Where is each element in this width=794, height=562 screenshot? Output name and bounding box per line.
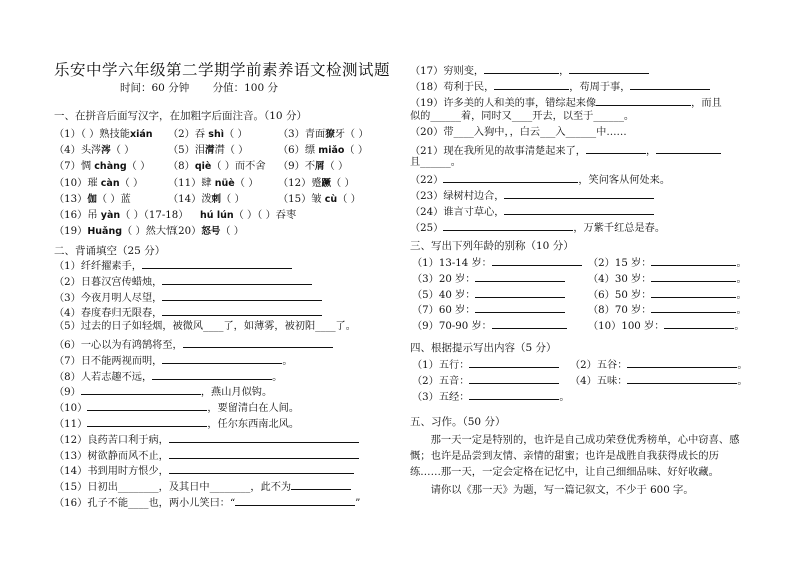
pinyin-or-bold: chàng: [94, 161, 127, 173]
answer-blank[interactable]: [469, 356, 559, 368]
item-number: （1）: [54, 129, 81, 140]
recitation-item: [54, 431, 359, 448]
recitation-item: [54, 462, 354, 479]
item-mid: ，: [645, 146, 657, 157]
item-text: 惆: [80, 161, 95, 173]
item-tail: ”: [355, 498, 361, 509]
item-mid: ，笑问客从何处来。: [578, 175, 671, 186]
item-number: （9）: [278, 161, 305, 173]
recitation-item: [410, 94, 722, 111]
answer-blank[interactable]: [651, 254, 736, 266]
period: 。: [737, 360, 748, 371]
pinyin-item: [54, 174, 143, 189]
pinyin-or-bold: yàn: [100, 210, 121, 221]
item-text: （1）13-14 岁：: [412, 258, 492, 269]
answer-blank[interactable]: [162, 304, 322, 316]
recitation-item-continued: 似的______着，同时又____开去，以至于______。: [410, 111, 635, 122]
pinyin-item: [168, 190, 245, 205]
item-text: （14）书到用时方恨少，: [54, 466, 169, 478]
item-text: 泼: [201, 193, 212, 205]
item-suffix: （ ）（17-18）: [120, 210, 189, 221]
item-text: （13）树欲静而风不止，: [54, 450, 169, 462]
recitation-item: [54, 352, 293, 369]
recitation-item: [54, 336, 333, 353]
item-number: （5）: [168, 145, 195, 157]
age-item: [588, 254, 747, 271]
answer-blank[interactable]: [475, 286, 565, 298]
exam-subtitle: [120, 80, 278, 95]
item-text: 吞: [194, 129, 209, 140]
item-text: （8）人若志趣不远，: [54, 371, 153, 383]
item-suffix: （ ）: [337, 193, 361, 205]
answer-blank[interactable]: [475, 301, 565, 313]
answer-blank[interactable]: [183, 336, 333, 348]
item-text: （3）五经：: [412, 391, 470, 403]
pinyin-or-bold: qiè: [194, 161, 212, 173]
item-number: （12）: [278, 177, 312, 189]
period: 。: [736, 305, 747, 317]
pinyin-item: [168, 222, 244, 237]
item-suffix: （ ）: [119, 177, 144, 189]
pinyin-or-bold: 刺: [211, 193, 222, 205]
pinyin-or-bold: càn: [100, 177, 120, 189]
item-mid: ，: [559, 66, 570, 77]
pinyin-item: [278, 157, 348, 172]
item-tail: ，要留清白在人间。: [207, 403, 300, 415]
period: 。: [736, 273, 747, 285]
pinyin-or-bold: xián: [129, 129, 153, 140]
pinyin-or-bold: 伽: [87, 193, 97, 205]
item-text: （18）苟利于民，: [410, 82, 495, 93]
item-number: （14）: [168, 193, 202, 205]
item-number: （16）: [54, 210, 88, 221]
answer-blank[interactable]: [87, 399, 207, 411]
age-item: [588, 270, 747, 287]
item-text: 不: [304, 161, 316, 173]
answer-blank[interactable]: [162, 289, 322, 301]
item-text: （21）现在我所见的故事清楚起来了，: [410, 146, 586, 157]
age-item: [412, 270, 565, 287]
answer-blank[interactable]: [162, 273, 312, 285]
pinyin-item: [54, 190, 131, 205]
item-suffix: 潸（ ）: [214, 145, 249, 157]
item-suffix: （ ）: [234, 177, 259, 189]
recitation-item: [54, 257, 292, 274]
item-suffix: （ ）: [223, 129, 248, 140]
item-text: （1）五行：: [412, 360, 470, 371]
exam-title: 乐安中学六年级第二学期学前素养语文检测试题: [54, 61, 391, 79]
answer-blank[interactable]: [651, 270, 736, 282]
item-suffix: （ ）: [344, 145, 369, 157]
answer-blank[interactable]: [492, 254, 582, 266]
age-item: [412, 317, 567, 334]
period: 。: [734, 321, 745, 333]
age-item: [588, 301, 747, 318]
item-text: （17）穷则变，: [410, 66, 485, 77]
item-text: 青面: [304, 129, 326, 140]
pinyin-item: [168, 125, 248, 140]
item-suffix: 牙（ ）: [334, 129, 369, 140]
recitation-item: [54, 494, 360, 511]
item-text: （12）良药苦口利于病，: [54, 434, 169, 446]
recitation-item: [54, 289, 322, 306]
pinyin-item: [54, 141, 134, 156]
item-number: （20）: [168, 226, 202, 238]
item-text: （5）40 岁：: [412, 289, 476, 301]
item-text: （2）15 岁：: [588, 258, 652, 269]
item-text: （19）许多美的人和美的事，错综起来像: [410, 98, 597, 109]
item-text: （8）70 岁：: [588, 305, 652, 317]
item-text: （3）今夜月明人尽望，: [54, 292, 163, 304]
item-suffix: （ ）: [324, 161, 349, 173]
answer-blank[interactable]: [627, 372, 737, 384]
pinyin-or-bold: miǎo: [318, 145, 345, 157]
pinyin-or-bold: cù: [324, 193, 338, 205]
answer-blank[interactable]: [504, 203, 654, 215]
age-item: [412, 301, 565, 318]
answer-blank[interactable]: [630, 78, 710, 90]
item-text: （7）日不能两视而明，: [54, 355, 163, 367]
hint-item: [412, 388, 570, 405]
item-text: （5）过去的日子如轻烟，被微风____了，如薄雾，被初阳____了。: [54, 321, 356, 333]
period: 。: [736, 258, 747, 269]
recitation-item: [410, 187, 654, 204]
answer-blank[interactable]: [81, 383, 201, 395]
pinyin-or-bold: hú lún: [200, 210, 234, 221]
recitation-item: [54, 478, 351, 495]
answer-blank[interactable]: [469, 372, 559, 384]
age-item: [588, 317, 745, 334]
exam-score: 分值：100 分: [212, 82, 278, 94]
item-number: （11）: [168, 177, 202, 189]
item-tail: 。: [282, 355, 293, 367]
item-text: （25）: [410, 223, 444, 234]
answer-blank[interactable]: [484, 62, 559, 74]
item-text: （23）绿树村边合，: [410, 191, 505, 202]
item-text: （6）50 岁：: [588, 289, 652, 301]
pinyin-item: [200, 206, 296, 221]
item-number: （10）: [54, 177, 88, 189]
recitation-item: [54, 399, 299, 416]
item-number: （6）: [278, 145, 305, 157]
item-suffix: （ ）而不舍: [211, 161, 266, 173]
answer-blank[interactable]: [291, 478, 351, 490]
answer-blank[interactable]: [169, 447, 359, 459]
answer-blank[interactable]: [443, 219, 573, 231]
pinyin-item: [54, 125, 153, 140]
item-text: （10）: [54, 403, 88, 415]
item-text: （22）: [410, 175, 444, 186]
hint-item: [412, 372, 559, 389]
item-text: （4）30 岁：: [588, 273, 652, 285]
answer-blank[interactable]: [664, 317, 734, 329]
item-suffix: （ ）蓝: [96, 193, 131, 205]
item-suffix: （ ）然大悟: [122, 226, 177, 238]
recitation-item: [54, 415, 299, 432]
item-text: （3）20 岁：: [412, 273, 476, 285]
item-text: （10）100 岁：: [588, 321, 665, 333]
item-text: （4）五味：: [570, 375, 628, 387]
item-text: 肆: [201, 177, 215, 189]
item-text: 头涔: [80, 145, 102, 157]
item-text: （16）孔子不能____也，两小儿笑曰：“: [54, 498, 236, 509]
pinyin-item: [54, 157, 150, 172]
pinyin-item: [54, 222, 176, 237]
item-number: （7）: [54, 161, 81, 173]
pinyin-item: [278, 174, 355, 189]
period: 。: [559, 391, 570, 403]
item-mid: ，而且: [691, 98, 722, 109]
recitation-item: [54, 368, 282, 385]
section-4-heading: 四、根据提示写出内容（5 分）: [410, 342, 557, 354]
answer-blank[interactable]: [596, 94, 691, 106]
item-number: （19）: [54, 226, 88, 238]
answer-blank[interactable]: [443, 171, 578, 183]
period: 。: [737, 375, 748, 387]
recitation-item: [410, 126, 627, 140]
item-text: 皱: [311, 193, 325, 205]
section-5-heading: 五、习作。（50 分）: [410, 416, 506, 428]
answer-blank[interactable]: [169, 462, 354, 474]
item-suffix: （ ）: [220, 226, 244, 238]
recitation-item: [410, 203, 654, 220]
answer-blank[interactable]: [169, 431, 359, 443]
section-2-heading: 二、背诵填空（25 分）: [54, 245, 166, 257]
pinyin-or-bold: 怒号: [201, 226, 221, 238]
recitation-item: [410, 171, 670, 188]
recitation-item: [54, 447, 359, 464]
age-item: [588, 286, 747, 303]
answer-blank[interactable]: [586, 142, 646, 154]
item-mid: ，苟周于事，: [569, 82, 631, 93]
answer-blank[interactable]: [651, 301, 736, 313]
pinyin-item: [278, 125, 369, 140]
period: 。: [736, 289, 747, 301]
pinyin-or-bold: Huǎng: [87, 226, 123, 238]
item-text: 缥: [304, 145, 319, 157]
hint-item: [412, 356, 559, 373]
item-text: （9）: [54, 387, 81, 399]
answer-blank[interactable]: [492, 317, 567, 329]
answer-blank[interactable]: [627, 356, 737, 368]
pinyin-item: [168, 157, 266, 172]
item-text: （24）谁言寸草心，: [410, 207, 505, 218]
item-number: （15）: [278, 193, 312, 205]
item-text: 泪: [194, 145, 206, 157]
pinyin-or-bold: 潸: [205, 145, 215, 157]
composition-task: 请你以《那一天》为题，写一篇记叙文，不少于 600 字。: [430, 484, 694, 496]
hint-item: [570, 356, 748, 373]
item-text: 蹙: [311, 177, 322, 189]
item-suffix: （ ）: [331, 177, 355, 189]
item-text: （2）五音：: [412, 375, 470, 387]
item-text: 璀: [87, 177, 101, 189]
answer-blank[interactable]: [162, 352, 282, 364]
answer-blank[interactable]: [152, 368, 272, 380]
section-3-heading: 三、写出下列年龄的别称（10 分）: [410, 240, 574, 252]
item-text: （2）五谷：: [570, 360, 628, 371]
pinyin-item: [168, 141, 248, 156]
answer-blank[interactable]: [651, 286, 736, 298]
item-text: （20）带____入狗中，: [410, 127, 510, 138]
pinyin-or-bold: shì: [208, 129, 224, 140]
recitation-item: [54, 383, 272, 400]
pinyin-or-bold: nüè: [214, 177, 235, 189]
answer-blank[interactable]: [87, 415, 207, 427]
pinyin-item: [168, 174, 258, 189]
item-suffix: （ ）: [110, 145, 135, 157]
composition-prompt: 那一天一定是特别的，也许是自己成功荣登优秀榜单，心中窃喜、感慨；也许是品尝到友情、亲情的甜蜜；也许是战胜自我获得成长的历练……那一天，一定会定格在记忆中，让自己细细品味、好好收藏。: [410, 434, 740, 478]
answer-blank[interactable]: [469, 388, 559, 400]
item-suffix: （ ）: [221, 193, 245, 205]
section-1-heading: 一、在拼音后面写汉字，在加粗字后面注音。（10 分）: [54, 110, 307, 122]
age-item: [412, 254, 582, 271]
answer-blank[interactable]: [504, 187, 654, 199]
item-text: （ ）熟技能: [80, 129, 130, 140]
answer-blank[interactable]: [475, 270, 565, 282]
item-number: （13）: [54, 193, 88, 205]
answer-blank[interactable]: [494, 78, 569, 90]
item-text: （11）: [54, 419, 88, 430]
hint-item: [570, 372, 748, 389]
pinyin-item: [278, 141, 368, 156]
item-text: （9）70-90 岁：: [412, 321, 492, 333]
pinyin-or-bold: 涔: [101, 145, 111, 157]
item-text: （1）纤纤擢素手，: [54, 261, 142, 272]
item-text: 吊: [87, 210, 101, 221]
recitation-item: [410, 219, 665, 236]
item-number: （2）: [168, 129, 195, 140]
recitation-item: [410, 78, 710, 95]
answer-blank[interactable]: [569, 62, 649, 74]
recitation-item: [54, 273, 312, 290]
answer-blank[interactable]: [656, 142, 721, 154]
item-text: （2）日暮汉宫传蜡烛，: [54, 276, 163, 288]
pinyin-item: [278, 190, 361, 205]
item-suffix: （ ）: [126, 161, 151, 173]
item-text: （6）一心以为有鸿鹄将至，: [54, 340, 183, 351]
item-text: （15）日初出________，及其日中________，此不为: [54, 482, 292, 494]
item-text: （4）春度春归无限春，: [54, 308, 163, 320]
answer-blank[interactable]: [235, 494, 355, 506]
item-suffix: （ ）（ ）吞枣: [233, 210, 297, 221]
pinyin-or-bold: 獠: [325, 129, 335, 140]
pinyin-or-bold: 蹶: [321, 177, 332, 189]
item-number: （4）: [54, 145, 81, 157]
item-text: （7）60 岁：: [412, 305, 476, 317]
pinyin-item: [54, 206, 188, 221]
item-tail: ，燕山月似钩。: [200, 387, 273, 399]
item-tail: 。: [272, 371, 283, 383]
item-number: （3）: [278, 129, 305, 140]
exam-time: 时间：60 分钟: [120, 82, 190, 94]
recitation-item: [54, 320, 356, 334]
answer-blank[interactable]: [142, 257, 292, 269]
item-mid: ，白云___入______中……: [509, 127, 627, 138]
recitation-item: [54, 304, 322, 321]
item-tail: ，任尔东西南北风。: [207, 419, 300, 430]
age-item: [412, 286, 565, 303]
pinyin-or-bold: 屑: [315, 161, 325, 173]
item-mid: ，万紫千红总是春。: [573, 223, 666, 234]
item-number: （8）: [168, 161, 195, 173]
recitation-item: [410, 62, 649, 79]
recitation-item-continued: 且______。: [410, 157, 461, 168]
